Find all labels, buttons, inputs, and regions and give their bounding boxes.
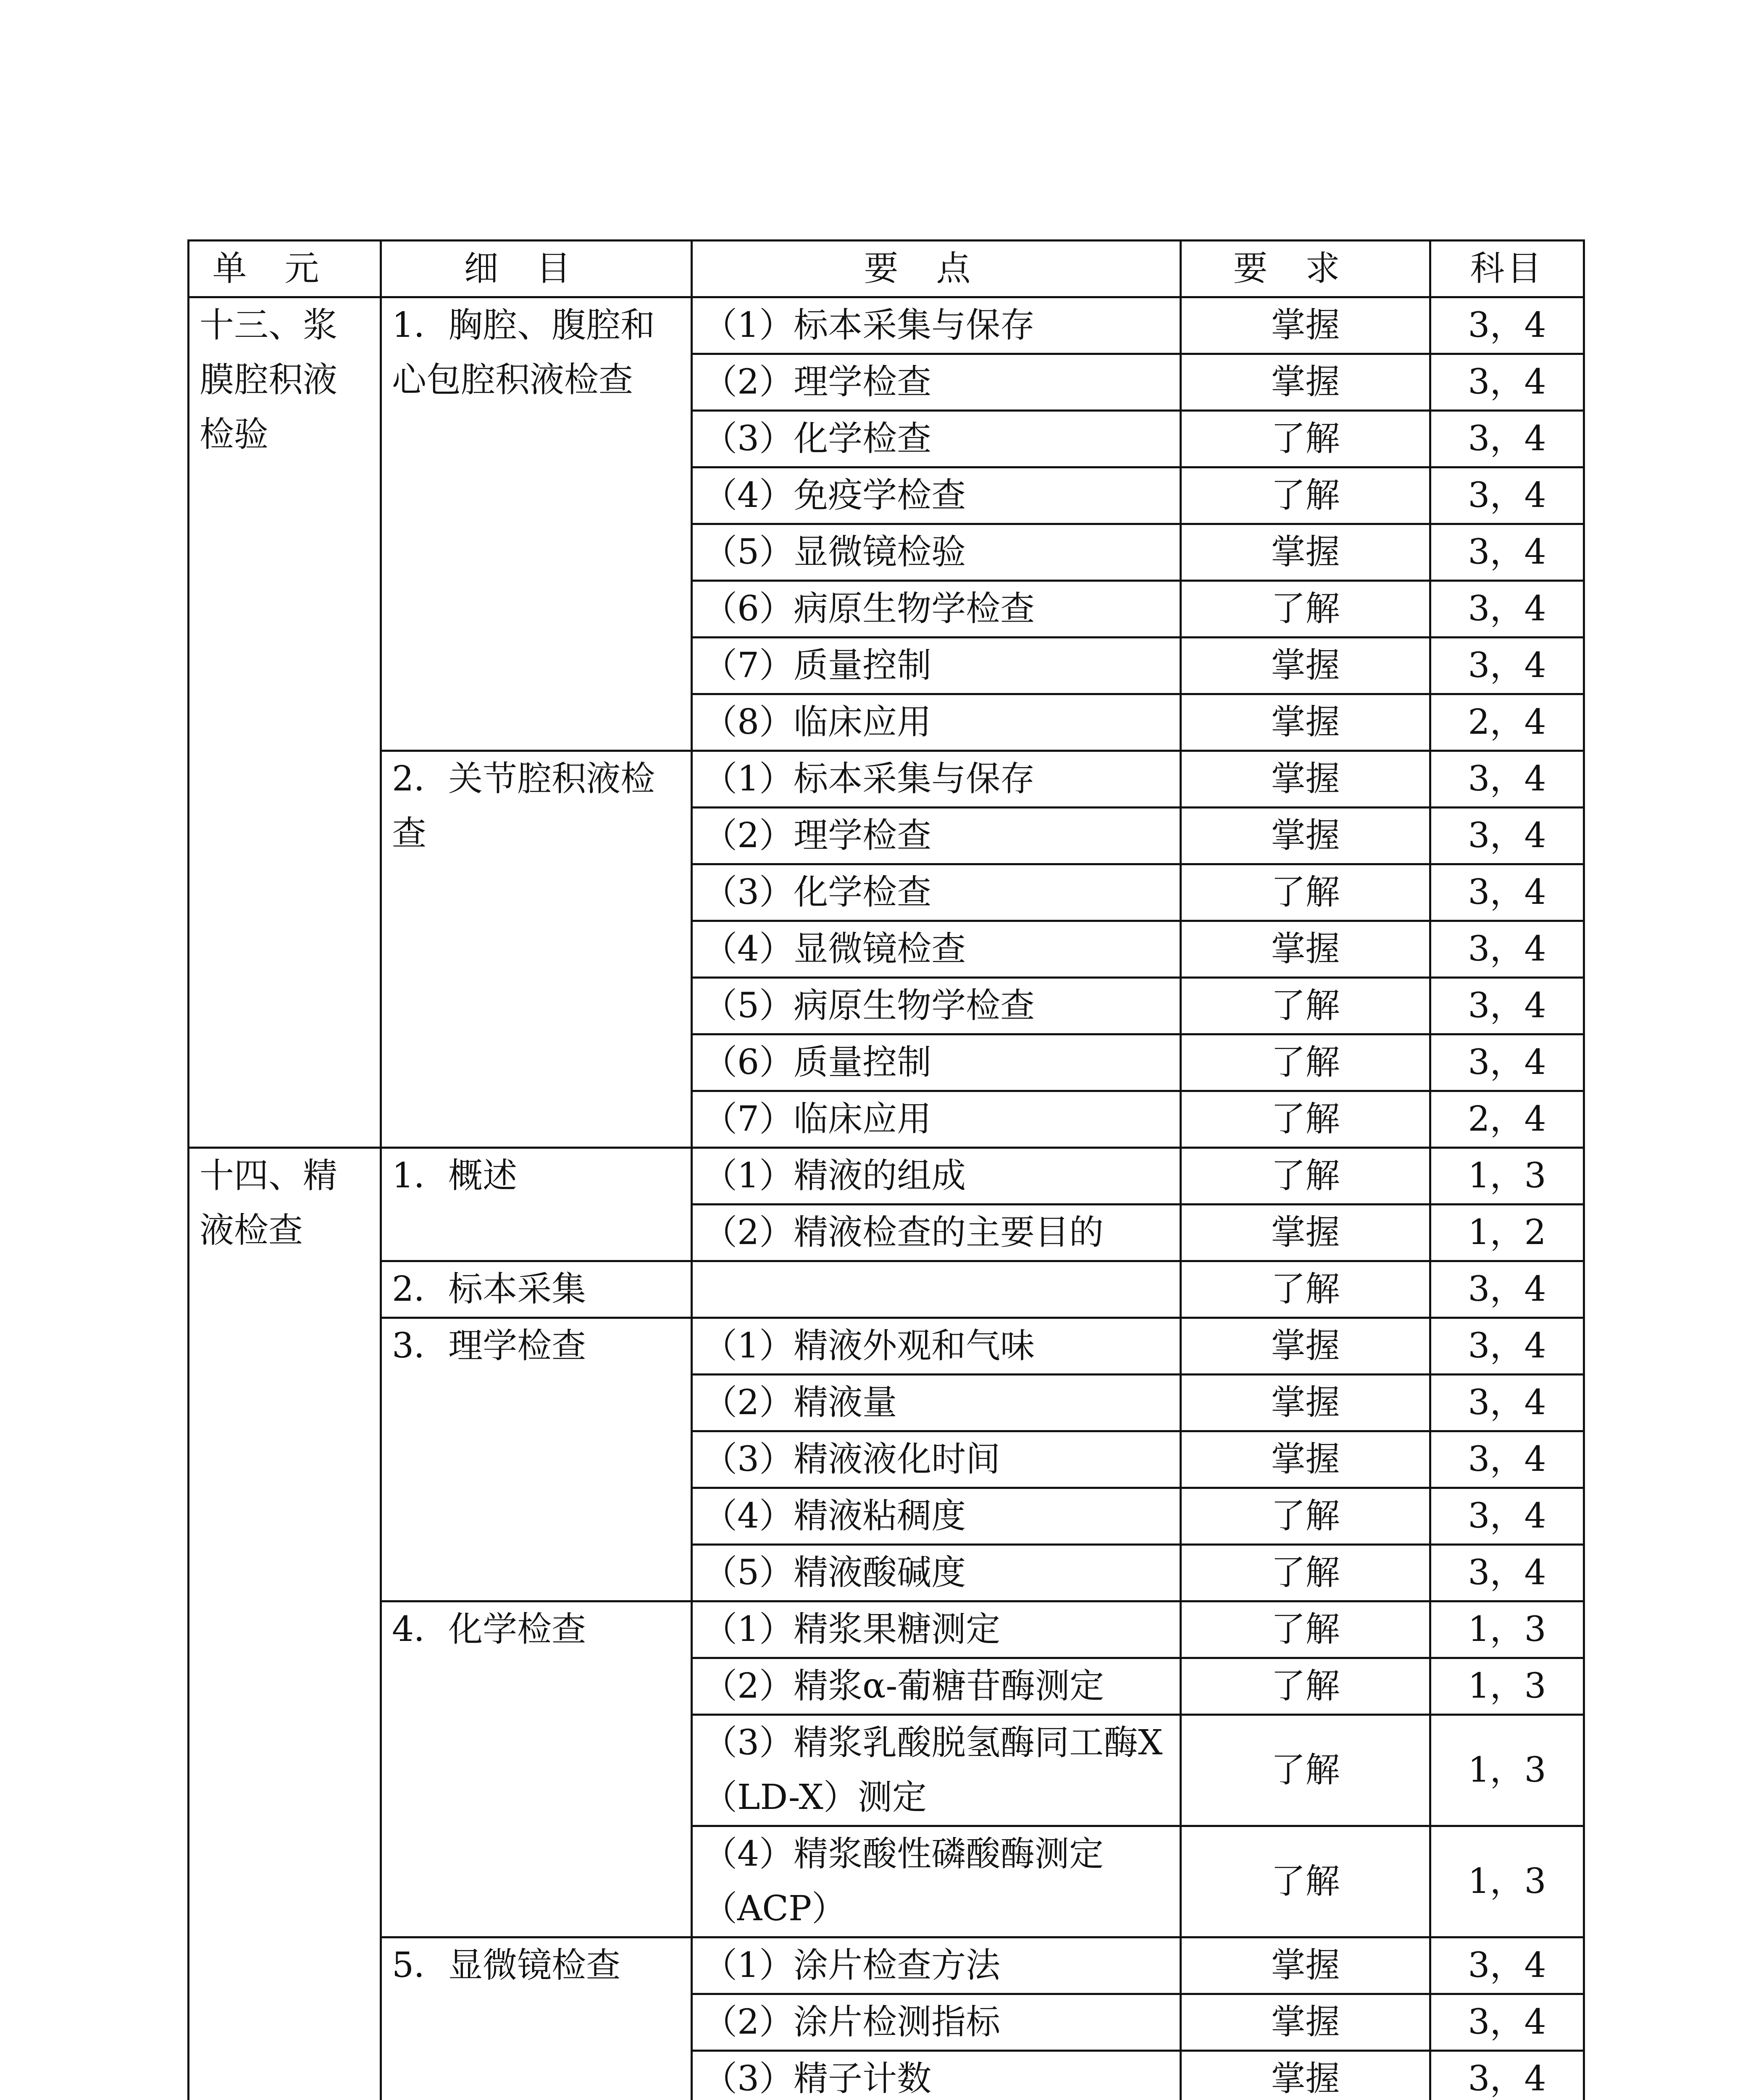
table-body bbox=[189, 297, 1584, 2100]
subject-cell: 3，4 bbox=[1430, 1994, 1584, 2051]
item-cell: 2．关节腔积液检查 bbox=[381, 751, 692, 1148]
requirement-cell: 掌握 bbox=[1181, 1994, 1430, 2051]
requirement-cell: 了解 bbox=[1181, 467, 1430, 524]
subject-cell: 2，4 bbox=[1430, 1091, 1584, 1148]
subject-cell: 3，4 bbox=[1430, 2051, 1584, 2100]
unit-cell: 十三、浆膜腔积液检验 bbox=[189, 297, 381, 1148]
item-cell: 2．标本采集 bbox=[381, 1261, 692, 1318]
requirement-cell: 了解 bbox=[1181, 1261, 1430, 1318]
header-unit: 单元 bbox=[189, 241, 381, 297]
subject-cell: 3，4 bbox=[1430, 467, 1584, 524]
point-cell: （2）精液检查的主要目的 bbox=[692, 1205, 1181, 1261]
requirement-cell: 了解 bbox=[1181, 1826, 1430, 1937]
requirement-cell: 掌握 bbox=[1181, 1431, 1430, 1488]
requirement-cell: 了解 bbox=[1181, 581, 1430, 638]
point-cell: （5）精液酸碱度 bbox=[692, 1545, 1181, 1601]
point-cell: （4）免疫学检查 bbox=[692, 467, 1181, 524]
point-cell bbox=[692, 1261, 1181, 1318]
point-cell: （1）标本采集与保存 bbox=[692, 751, 1181, 808]
requirement-cell: 了解 bbox=[1181, 1091, 1430, 1148]
item-cell: 5．显微镜检查 bbox=[381, 1937, 692, 2100]
requirement-cell: 了解 bbox=[1181, 1601, 1430, 1658]
requirement-cell: 掌握 bbox=[1181, 638, 1430, 694]
subject-cell: 3，4 bbox=[1430, 1431, 1584, 1488]
header-point: 要点 bbox=[692, 241, 1181, 297]
point-cell: （6）病原生物学检查 bbox=[692, 581, 1181, 638]
point-cell: （3）化学检查 bbox=[692, 411, 1181, 467]
requirement-cell: 掌握 bbox=[1181, 808, 1430, 864]
subject-cell: 3，4 bbox=[1430, 864, 1584, 921]
point-cell: （3）精液液化时间 bbox=[692, 1431, 1181, 1488]
requirement-cell: 了解 bbox=[1181, 1148, 1430, 1205]
subject-cell: 3，4 bbox=[1430, 921, 1584, 978]
table-row bbox=[189, 1318, 1584, 1375]
subject-cell: 3，4 bbox=[1430, 411, 1584, 467]
requirement-cell: 掌握 bbox=[1181, 921, 1430, 978]
subject-cell: 3，4 bbox=[1430, 1488, 1584, 1545]
point-cell: （2）精液量 bbox=[692, 1375, 1181, 1431]
requirement-cell: 了解 bbox=[1181, 1488, 1430, 1545]
requirement-cell: 了解 bbox=[1181, 1034, 1430, 1091]
subject-cell: 1，3 bbox=[1430, 1826, 1584, 1937]
item-cell: 1．概述 bbox=[381, 1148, 692, 1261]
requirement-cell: 掌握 bbox=[1181, 1937, 1430, 1994]
point-cell: （3）化学检查 bbox=[692, 864, 1181, 921]
requirement-cell: 了解 bbox=[1181, 411, 1430, 467]
point-cell: （1）精液的组成 bbox=[692, 1148, 1181, 1205]
table-row bbox=[189, 1261, 1584, 1318]
subject-cell: 3，4 bbox=[1430, 638, 1584, 694]
point-cell: （1）涂片检查方法 bbox=[692, 1937, 1181, 1994]
syllabus-table bbox=[187, 239, 1585, 2100]
subject-cell: 1，3 bbox=[1430, 1148, 1584, 1205]
point-cell: （4）显微镜检查 bbox=[692, 921, 1181, 978]
table-row bbox=[189, 1148, 1584, 1205]
subject-cell: 3，4 bbox=[1430, 524, 1584, 581]
requirement-cell: 掌握 bbox=[1181, 2051, 1430, 2100]
requirement-cell: 掌握 bbox=[1181, 354, 1430, 411]
subject-cell: 1，3 bbox=[1430, 1658, 1584, 1715]
point-cell: （6）质量控制 bbox=[692, 1034, 1181, 1091]
subject-cell: 3，4 bbox=[1430, 808, 1584, 864]
point-cell: （2）理学检查 bbox=[692, 354, 1181, 411]
table-row bbox=[189, 1937, 1584, 1994]
header-requirement: 要求 bbox=[1181, 241, 1430, 297]
requirement-cell: 了解 bbox=[1181, 864, 1430, 921]
table-row bbox=[189, 1601, 1584, 1658]
subject-cell: 3，4 bbox=[1430, 354, 1584, 411]
point-cell: （3）精子计数 bbox=[692, 2051, 1181, 2100]
requirement-cell: 掌握 bbox=[1181, 1318, 1430, 1375]
table-row bbox=[189, 751, 1584, 808]
item-cell: 3．理学检查 bbox=[381, 1318, 692, 1601]
point-cell: （8）临床应用 bbox=[692, 694, 1181, 751]
subject-cell: 3，4 bbox=[1430, 1318, 1584, 1375]
point-cell: （3）精浆乳酸脱氢酶同工酶X（LD-X）测定 bbox=[692, 1715, 1181, 1826]
point-cell: （2）理学检查 bbox=[692, 808, 1181, 864]
requirement-cell: 了解 bbox=[1181, 1658, 1430, 1715]
subject-cell: 3，4 bbox=[1430, 1034, 1584, 1091]
subject-cell: 3，4 bbox=[1430, 1261, 1584, 1318]
point-cell: （2）精浆α-葡糖苷酶测定 bbox=[692, 1658, 1181, 1715]
point-cell: （1）精液外观和气味 bbox=[692, 1318, 1181, 1375]
table-row bbox=[189, 297, 1584, 354]
requirement-cell: 了解 bbox=[1181, 1545, 1430, 1601]
subject-cell: 2，4 bbox=[1430, 694, 1584, 751]
subject-cell: 3，4 bbox=[1430, 1937, 1584, 1994]
header-subject: 科目 bbox=[1430, 241, 1584, 297]
requirement-cell: 掌握 bbox=[1181, 1205, 1430, 1261]
subject-cell: 3，4 bbox=[1430, 978, 1584, 1034]
point-cell: （7）质量控制 bbox=[692, 638, 1181, 694]
requirement-cell: 了解 bbox=[1181, 978, 1430, 1034]
subject-cell: 3，4 bbox=[1430, 581, 1584, 638]
subject-cell: 1，2 bbox=[1430, 1205, 1584, 1261]
point-cell: （4）精液粘稠度 bbox=[692, 1488, 1181, 1545]
item-cell: 1．胸腔、腹腔和心包腔积液检查 bbox=[381, 297, 692, 751]
subject-cell: 3，4 bbox=[1430, 751, 1584, 808]
requirement-cell: 掌握 bbox=[1181, 751, 1430, 808]
point-cell: （1）精浆果糖测定 bbox=[692, 1601, 1181, 1658]
point-cell: （1）标本采集与保存 bbox=[692, 297, 1181, 354]
point-cell: （5）显微镜检验 bbox=[692, 524, 1181, 581]
subject-cell: 3，4 bbox=[1430, 297, 1584, 354]
subject-cell: 3，4 bbox=[1430, 1545, 1584, 1601]
requirement-cell: 掌握 bbox=[1181, 524, 1430, 581]
requirement-cell: 了解 bbox=[1181, 1715, 1430, 1826]
unit-cell: 十四、精液检查 bbox=[189, 1148, 381, 2100]
point-cell: （2）涂片检测指标 bbox=[692, 1994, 1181, 2051]
subject-cell: 3，4 bbox=[1430, 1375, 1584, 1431]
point-cell: （5）病原生物学检查 bbox=[692, 978, 1181, 1034]
header-item: 细目 bbox=[381, 241, 692, 297]
subject-cell: 1，3 bbox=[1430, 1715, 1584, 1826]
point-cell: （7）临床应用 bbox=[692, 1091, 1181, 1148]
point-cell: （4）精浆酸性磷酸酶测定（ACP） bbox=[692, 1826, 1181, 1937]
requirement-cell: 掌握 bbox=[1181, 1375, 1430, 1431]
item-cell: 4．化学检查 bbox=[381, 1601, 692, 1937]
table-header-row bbox=[189, 241, 1584, 297]
requirement-cell: 掌握 bbox=[1181, 694, 1430, 751]
subject-cell: 1，3 bbox=[1430, 1601, 1584, 1658]
requirement-cell: 掌握 bbox=[1181, 297, 1430, 354]
